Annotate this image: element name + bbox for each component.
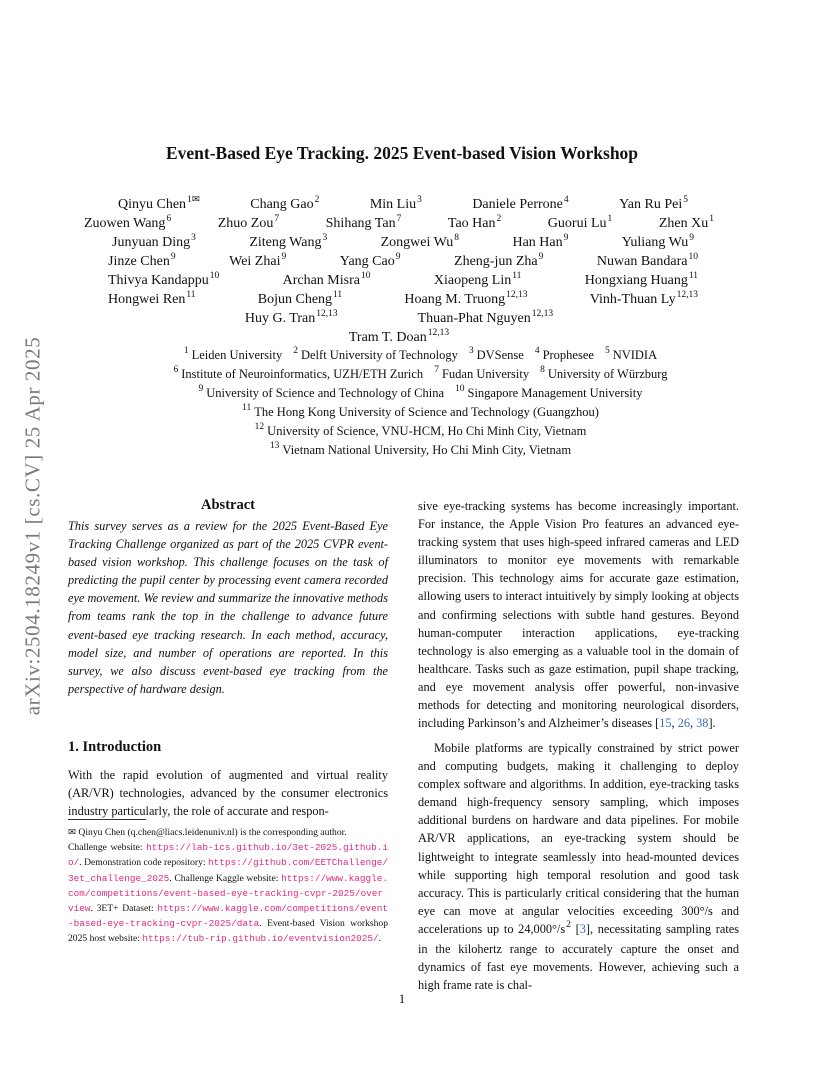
author-affiliation-mark: 11 [333, 290, 343, 300]
author-name: Jinze Chen$^9$ [108, 252, 176, 269]
abstract-paragraph: This survey serves as a review for the 2025 Event-Based Eye Tracking Challenge organized as part of the 2025 CVPR event-based vision workshop. This challenge focuses on the task of predicting the pupil center by processing event camera recorded eye movement. We review and summarize the innovative methods from teams rank the top in the challenge to advance future event-based eye tracking research. In each method, accuracy, model size, and number of operations are reported. In this survey, we also discuss event-based eye tracking from the perspective of hardware design. [68, 519, 388, 696]
paragraph-end: ]. [708, 716, 716, 731]
affiliation-name: The Hong Kong University of Science and Technology (Guangzhou) [254, 405, 599, 419]
affiliation-number: 10 [455, 384, 465, 394]
author-name: Shihang Tan$^7$ [325, 214, 402, 231]
author-affiliation-mark: 9 [281, 252, 287, 262]
author-row [108, 273, 698, 291]
author-affiliation-mark: 9 [538, 252, 544, 262]
affiliation-number: 9 [198, 384, 204, 394]
affiliation-name: Prophesee [542, 348, 594, 362]
footnote-label: . 3ET+ Dataset: [90, 903, 158, 915]
abstract-text [68, 517, 388, 698]
affiliation-name: Vietnam National University, Ho Chi Minh City, Vietnam [282, 443, 572, 457]
affiliation-name: Institute of Neuroinformatics, UZH/ETH Zurich [181, 367, 424, 381]
author-name: Hongxiang Huang$^{11}$ [584, 271, 698, 288]
author-name: Yang Cao$^9$ [339, 252, 401, 269]
author-affiliation-mark: 1✉ [187, 195, 200, 205]
author-row [84, 330, 714, 348]
author-affiliation-mark: 3 [191, 233, 196, 243]
author-affiliation-mark: 9 [689, 233, 694, 243]
affiliation-number: 1 [183, 346, 189, 356]
author-affiliation-mark: 1 [709, 214, 714, 224]
footnote-label: . Demonstration code repository: [79, 857, 208, 869]
author-row [108, 254, 698, 272]
author-name: Ziteng Wang$^3$ [249, 233, 328, 250]
author-affiliation-mark: 11 [512, 271, 522, 281]
author-row [112, 235, 694, 253]
citation-link[interactable]: 38 [696, 716, 709, 731]
affiliation-number: 12 [254, 422, 265, 432]
paragraph-text: [ [570, 921, 580, 936]
footnote-corresponding-author: ✉ Qinyu Chen (q.chen@liacs.leidenuniv.nl) is the corresponding author. [68, 827, 347, 838]
author-affiliation-mark: 3 [322, 233, 328, 243]
author-affiliation-mark: 12,13 [316, 309, 338, 319]
citation-link[interactable]: 3 [579, 921, 586, 936]
intro-text: With the rapid evolution of augmented and virtual reality (AR/VR) technologies, advanced by the consumer electronics industry particularly, the role of accurate and respon- [68, 768, 388, 819]
affiliation-number: 3 [468, 346, 474, 356]
author-affiliation-mark: 5 [683, 195, 688, 205]
author-name: Daniele Perrone$^4$ [472, 195, 569, 212]
author-row [118, 197, 688, 215]
affiliation-name: Leiden University [191, 348, 283, 362]
footnote-end: . [378, 933, 382, 945]
affiliation-row [80, 424, 760, 441]
author-affiliation-mark: 9 [395, 252, 401, 262]
author-row [84, 216, 714, 234]
author-name: Bojun Cheng$^{11}$ [257, 290, 343, 307]
author-name: Nuwan Bandara$^{10}$ [596, 252, 698, 269]
affiliation-name: Fudan University [441, 367, 530, 381]
footnote-label: . Event-based Vision workshop 2025 host website: [68, 918, 388, 945]
challenge-website-link[interactable]: https://lab-ics.github.io/3et-2025.github.io/ [68, 842, 388, 869]
page-number: 1 [398, 991, 406, 1006]
affiliation-name: University of Science, VNU-HCM, Ho Chi Minh City, Vietnam [267, 424, 587, 438]
paragraph-text: Mobile platforms are typically constrained by strict power and computing budgets, making it challenging to deploy complex software and algorithms. In addition, eye-tracking tasks demand high-frequency sensory sampling, which imposes additional burdens on hardware and data pipelines. For mobile AR/VR applications, an eye-tracking system should be lightweight to integrate seamlessly into head-mounted devices while supporting high temporal resolution and good task accuracy. This is particularly critical considering that the human eye can move at angular velocities exceeding 300°/s and accelerations up to 24,000°/s [418, 741, 739, 936]
author-name: Thivya Kandappu$^{10}$ [108, 271, 220, 288]
author-affiliation-mark: 12,13 [676, 290, 698, 300]
footnote [68, 825, 388, 947]
author-name: Zhen Xu$^1$ [658, 214, 714, 231]
affiliation-number: 11 [242, 403, 252, 413]
author-name: Zongwei Wu$^8$ [380, 233, 460, 250]
author-affiliation-mark: 12,13 [506, 290, 528, 300]
affiliation-number: 7 [434, 365, 439, 375]
author-affiliation-mark: 9 [563, 233, 569, 243]
affiliation-number: 8 [540, 365, 545, 375]
arxiv-sidebar-stamp [18, 286, 48, 766]
author-affiliation-mark: 2 [314, 195, 320, 205]
code-repository-link[interactable]: https://github.com/EETChallenge/3et_challenge_2025 [68, 857, 388, 884]
abstract-heading: Abstract [201, 497, 255, 513]
author-affiliation-mark: 8 [454, 233, 460, 243]
author-name: Min Liu$^3$ [369, 195, 422, 212]
workshop-website-link[interactable]: https://tub-rip.github.io/eventvision2025/ [142, 933, 379, 945]
affiliation-row [80, 405, 760, 422]
author-affiliation-mark: 11 [186, 290, 196, 300]
author-affiliation-mark: 7 [274, 214, 280, 224]
affiliation-name: NVIDIA [612, 348, 658, 362]
author-name: Yan Ru Pei$^5$ [619, 195, 688, 212]
author-name: Thuan-Phat Nguyen$^{12,13}$ [417, 309, 554, 326]
affiliation-row [80, 367, 760, 384]
kaggle-website-link[interactable]: https://www.kaggle.com/competitions/event-based-eye-tracking-cvpr-2025/overview [68, 872, 388, 915]
author-row [108, 292, 698, 310]
author-name: Junyuan Ding$^3$ [112, 233, 196, 250]
author-affiliation-mark: 7 [396, 214, 402, 224]
arxiv-identifier: arXiv:2504.18249v1 [cs.CV] 25 Apr 2025 [20, 336, 45, 716]
author-affiliation-mark: 4 [563, 195, 569, 205]
author-name: Han Han$^9$ [512, 233, 569, 250]
author-affiliation-mark: 9 [170, 252, 176, 262]
intro-paragraph [68, 766, 388, 820]
footnote-label: . Challenge Kaggle website: [169, 872, 282, 884]
author-name: Wei Zhai$^9$ [229, 252, 287, 269]
author-name: Chang Gao$^2$ [250, 195, 320, 212]
author-name: Guorui Lu$^1$ [547, 214, 613, 231]
author-affiliation-mark: 3 [417, 195, 422, 205]
affiliation-number: 2 [293, 346, 298, 356]
author-name: Tram T. Doan$^{12,13}$ [348, 328, 450, 345]
author-affiliation-mark: 12,13 [427, 328, 450, 338]
affiliation-name: DVSense [476, 348, 524, 362]
affiliation-name: Delft University of Technology [300, 348, 458, 362]
author-affiliation-mark: 11 [688, 271, 698, 281]
citation-link[interactable]: 15 [659, 716, 672, 731]
author-name: Yuliang Wu$^9$ [621, 233, 694, 250]
author-name: Zheng-jun Zha$^9$ [454, 252, 544, 269]
citation-link[interactable]: 26 [677, 716, 690, 731]
author-affiliation-mark: 1 [607, 214, 613, 224]
intro-right-paragraph-2 [418, 739, 739, 994]
affiliation-number: 5 [604, 346, 610, 356]
affiliation-number: 13 [269, 441, 280, 451]
author-name: Xiaopeng Lin$^{11}$ [433, 271, 522, 288]
affiliation-row [80, 348, 760, 365]
author-name: Archan Misra$^{10}$ [282, 271, 371, 288]
author-name: Vinh-Thuan Ly$^{12,13}$ [589, 290, 698, 307]
author-affiliation-mark: 10 [209, 271, 220, 281]
affiliation-number: 6 [173, 365, 179, 375]
author-affiliation-mark: 12,13 [531, 309, 554, 319]
footnote-label: Challenge website: [68, 842, 147, 854]
author-name: Zuowen Wang$^6$ [84, 214, 172, 231]
paragraph-text: ], necessitating sampling rates in the kilohertz range to accurately capture the onset and dynamics of fast eye movements. However, achieving such a high frame rate is chal- [418, 921, 739, 993]
dataset-link[interactable]: https://www.kaggle.com/competitions/event-based-eye-tracking-cvpr-2025/data [68, 903, 388, 930]
author-row [84, 311, 714, 329]
author-affiliation-mark: 10 [688, 252, 698, 262]
affiliation-name: University of Würzburg [547, 367, 668, 381]
superscript: 2 [566, 919, 571, 930]
author-affiliation-mark: 6 [166, 214, 172, 224]
author-name: Hoang M. Truong$^{12,13}$ [404, 290, 528, 307]
affiliation-name: Singapore Management University [467, 386, 643, 400]
author-name: Huy G. Tran$^{12,13}$ [244, 309, 338, 326]
affiliation-number: 4 [534, 346, 540, 356]
affiliation-row [80, 386, 760, 403]
author-name: Zhuo Zou$^7$ [217, 214, 280, 231]
paper-title: Event-Based Eye Tracking. 2025 Event-based Vision Workshop [165, 143, 639, 163]
affiliation-name: University of Science and Technology of China [206, 386, 444, 400]
section-heading-introduction: 1. Introduction [68, 739, 162, 755]
author-affiliation-mark: 2 [496, 214, 502, 224]
author-affiliation-mark: 10 [360, 271, 371, 281]
author-name: Tao Han$^2$ [447, 214, 502, 231]
author-name: Qinyu Chen$^{1✉}$ [118, 195, 200, 212]
intro-right-paragraph-1: sive eye-tracking systems has become increasingly important. For instance, the Apple Vision Pro features an advanced eye-tracking system that uses high-speed infrared cameras and LED illuminators to monitor eye movements with remarkable precision. This technology aims for accurate gaze estimation, allowing users to interact intuitively by simply looking at objects and confirming selections with subtle hand gestures. Beyond human-computer interaction applications, eye-tracking technology is also emerging as a valuable tool in the domain of healthcare. Tasks such as gaze estimation, pupil shape tracking, and eye movement analysis offer powerful, non-invasive methods for detecting and monitoring neurological disorders, including Parkinson’s and Alzheimer’s diseases [15, 26, 38]. [418, 499, 739, 731]
paragraph-text: sive eye-tracking systems has become increasingly important. For instance, the Apple Vision Pro features an advanced eye-tracking system that uses high-speed infrared cameras and LED illuminators to monitor eye movements with remarkable precision. This technology aims for accurate gaze estimation, allowing users to interact intuitively by simply looking at objects and confirming selections with subtle hand gestures. Beyond human-computer interaction applications, eye-tracking technology is also emerging as a valuable tool in the domain of healthcare. Tasks such as gaze estimation, pupil shape tracking, and eye movement analysis offer powerful, non-invasive methods for detecting and monitoring neurological disorders, including Parkinson’s and Alzheimer’s diseases [ [418, 499, 739, 731]
affiliation-row [80, 443, 760, 460]
author-name: Hongwei Ren$^{11}$ [108, 290, 196, 307]
footnote-rule [68, 819, 146, 820]
